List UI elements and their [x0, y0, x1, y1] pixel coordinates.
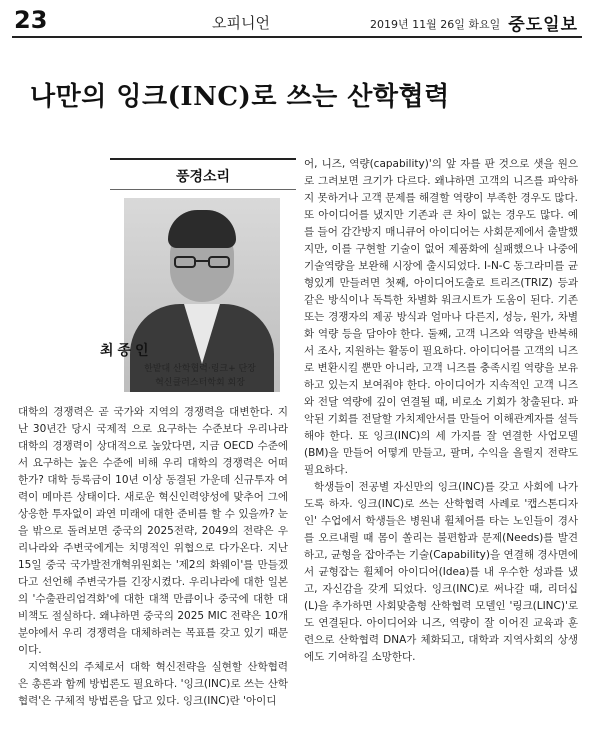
publication-date: 2019년 11월 26일 화요일 [370, 18, 501, 31]
page-number: 23 [14, 6, 48, 34]
article-headline: 나만의 잉크(INC)로 쓰는 산학협력 [30, 82, 450, 112]
article-body-left [18, 404, 288, 710]
article-body-right [304, 156, 578, 666]
section-name: 오피니언 [212, 14, 270, 32]
author-title [120, 362, 280, 390]
body-paragraph: 지역혁신의 주체로서 대학 혁신전략을 실현할 산학협력은 총론과 함께 방법론도 필요하다. '잉크(INC)로 쓰는 산학협력'은 구체적 방법론을 답고 있다. 잉크(INC)란 '아이디 [18, 661, 288, 707]
author-title-line-2: 혁신클러스터학회 회장 [155, 378, 245, 388]
column-tag [110, 158, 296, 190]
column-name: 풍경소리 [175, 169, 231, 185]
body-paragraph: 어, 니즈, 역량(capability)'의 앞 자를 판 것으로 샛을 원으로 그려보면 크기가 다르다. 왜냐하면 고객의 니즈를 파악하지 못하거나 고객 문제를 해결할 역량이 부족한 경우도 많다. 또 아이디어를 냈지만 기존과 큰 차이 없는 경우도 많다. 예를 들어 감간방지 매니큐어 아이디어는 사회문제에서 출발했지만, 이를 구현할 기술이 없어 제품화에 실패했으나 나중에 기술역량을 보완해 시장에 출시되었다. I-N-C 동그라미를 균형있게 만들려면 첫째, 아이디어도출로 트리즈(TRIZ) 등과 같은 방식이나 독특한 차별화 워크시트가 도움이 된다. 기존 또는 경쟁자의 제공 방식과 얼마나 다른지, 성능, 원가, 차별화 역량 등을 담아야 한다. 둘째, 고객 니즈와 역량을 반복해서 조사, 지원하는 활동이 필요하다. 아이디어를 고객의 니즈로 변환시킬 뿐만 아니라, 고객 니즈를 충족시킬 역량을 보유하고 있는지 보여줘야 한다. 아이디어가 지속적인 고객 니즈와 전달 역량에 깊이 연결될 때, 비로소 기회가 창출된다. 파악된 기회를 전달할 가치제안서를 만들어 이해관계자를 설득해야 한다. 또 잉크(INC)의 세 가지를 잘 연결한 사업모델(BM)을 만들어 어떻게 만들고, 팔며, 수익을 올릴지 전략도 필요하다. [304, 158, 578, 476]
body-paragraph: 학생들이 전공별 자신만의 잉크(INC)를 갖고 사회에 나가도록 하자. 잉크(INC)로 쓰는 산학협력 사례로 '캡스톤디자인' 수업에서 학생들은 병원내 휠체어를 타는 노인들이 경사를 오르내릴 때 몸이 쏠리는 불편함과 문제(Needs)를 발견하고, 균형을 잡아주는 기술(Capability)을 연결해 경사면에서 균형잡는 휠체어 아이디어(Idea)를 내 우수한 성과를 냈고, 자신감을 갖게 되었다. 잉크(INC)로 써나갈 때, 리더십(L)을 추가하면 사회맞춤형 산학협력 모델인 '링크(LINC)'로도 연결된다. 아이디어와 니즈, 역량이 잘 이어진 교육과 훈련으로 산학협력 DNA가 체화되고, 대학과 지역사회의 상생에도 기여하길 소망한다. [304, 481, 578, 663]
masthead [12, 6, 582, 38]
newspaper-logo: 중도일보 [508, 15, 578, 35]
author-name: 최종인 [100, 343, 153, 359]
author-photo-hair [168, 210, 236, 248]
author-photo-glasses [174, 256, 230, 270]
author-title-line-1: 한밭대 산학협력·링크+ 단장 [144, 364, 256, 374]
body-paragraph: 대학의 경쟁력은 곧 국가와 지역의 경쟁력을 대변한다. 지난 30년간 당시 국제적 으로 요구하는 수준보다 우리나라 대학의 경쟁력이 상대적으로 높았다면, 지금 OECD 수준에서 요구하는 높은 수준에 비해 우리 대학의 경쟁력은 어떠한가? 대학 등록금이 10년 이상 동결된 가운데 신규투자 여력이 메마른 상태이다. 새로운 혁신인력양성에 맞추어 그에 상응한 투자없이 과연 미래에 대한 준비를 할 수 있을까? 눈을 밖으로 돌려보면 중국의 2025전략, 2049의 전략은 우리나라와 주변국에게는 치명적인 위협으로 다가온다. 지난 15일 중국 국가발전개혁위원회는 '제2의 화웨이'를 만들겠다고 선언해 주변국가를 긴장시켰다. 우리나라에 대한 일본의 '수출관리엄격화'에 대한 대책 만큼이나 중국에 대한 대비책도 절실하다. 왜냐하면 중국의 2025 MIC 전략은 10개 분야에서 우리 경쟁력을 대체하려는 목표를 갖고 있기 때문이다. [18, 406, 288, 656]
